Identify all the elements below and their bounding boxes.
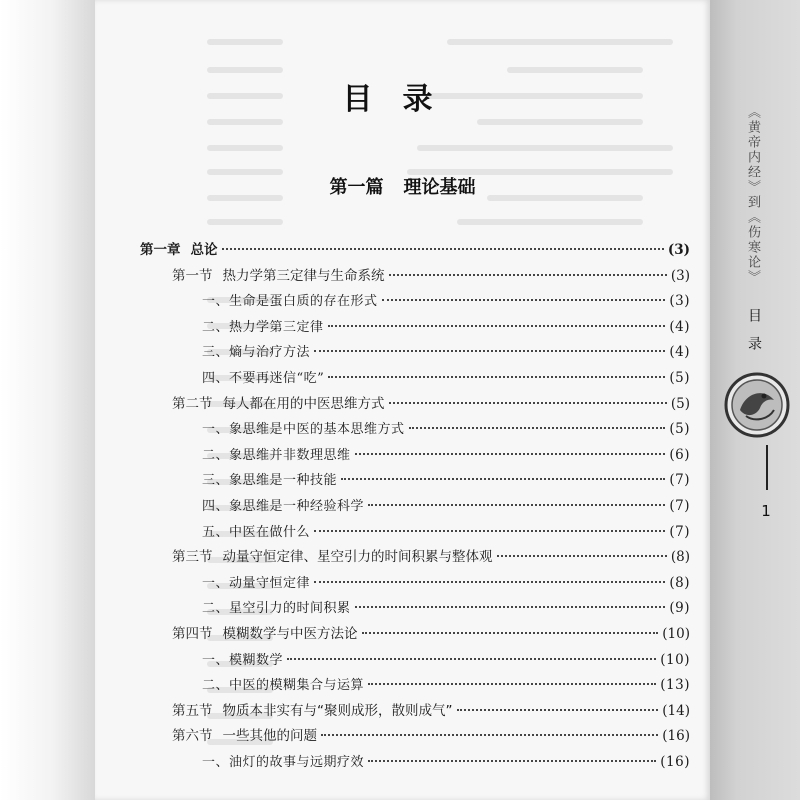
entry-page: (9) (669, 600, 690, 617)
entry-number: 第六节 (172, 728, 213, 745)
entry-title: 二、象思维并非数理思维 (202, 447, 351, 463)
toc-entry-item (140, 443, 690, 469)
toc-entry-section (140, 545, 690, 571)
toc-entry-item (140, 366, 690, 392)
dot-leader (222, 248, 664, 250)
toc-entry-item (140, 417, 690, 443)
toc-entry-item (140, 468, 690, 494)
entry-label (202, 673, 364, 699)
entry-label (140, 238, 218, 264)
entry-label (202, 340, 310, 366)
entry-title: 一、生命是蛋白质的存在形式 (202, 294, 378, 310)
entry-page: (5) (669, 369, 690, 386)
toc-title: 目录 (342, 82, 463, 117)
dot-leader (355, 453, 666, 455)
entry-title: 四、不要再迷信“吃” (202, 370, 325, 386)
entry-label (202, 366, 324, 392)
entry-label (172, 264, 385, 290)
dot-leader (328, 325, 666, 327)
entry-title: 一、模糊数学 (202, 652, 284, 668)
toc-entry-item (140, 520, 690, 546)
entry-page: (5) (670, 395, 690, 412)
entry-title: 一、动量守恒定律 (202, 575, 311, 591)
entry-label (202, 648, 283, 674)
entry-page: (7) (669, 497, 690, 514)
entry-title: 二、星空引力的时间积累 (202, 601, 351, 617)
entry-number: 第三节 (172, 549, 213, 566)
dot-leader (497, 555, 667, 557)
page-number: 1 (761, 502, 771, 520)
running-section-label: 目录 (746, 308, 762, 364)
entry-number: 第一节 (172, 267, 213, 284)
dot-leader (314, 530, 665, 532)
entry-page: (8) (670, 549, 690, 566)
dot-leader (409, 427, 666, 429)
entry-title: 物质本非实有与“聚则成形，散则成气” (222, 702, 453, 719)
entry-title: 三、象思维是一种技能 (202, 473, 338, 489)
part-heading (95, 173, 710, 199)
entry-label (172, 724, 317, 750)
side-divider (766, 445, 768, 490)
entry-title: 动量守恒定律、星空引力的时间积累与整体观 (222, 549, 493, 566)
toc-page (95, 0, 710, 800)
toc-entry-section (140, 264, 690, 290)
entry-number: 第五节 (172, 702, 213, 719)
entry-page: (5) (669, 421, 690, 438)
toc-entry-item (140, 494, 690, 520)
toc-entry-section (140, 392, 690, 418)
entry-page: (13) (660, 677, 690, 694)
dot-leader (287, 658, 656, 660)
entry-number: 第四节 (172, 625, 213, 642)
part-number: 第一篇 (329, 177, 384, 198)
dot-leader (368, 504, 665, 506)
entry-page: (6) (669, 446, 690, 463)
dot-leader (314, 350, 665, 352)
entry-number: 第一章 (140, 242, 181, 258)
entry-label (202, 315, 324, 341)
toc-entry-item (140, 571, 690, 597)
dot-leader (389, 274, 667, 276)
entry-page: (16) (662, 728, 690, 745)
entry-title: 一、油灯的故事与远期疗效 (202, 754, 365, 770)
toc-entry-section (140, 622, 690, 648)
entry-page: (14) (662, 702, 690, 719)
dot-leader (368, 683, 656, 685)
dot-leader (362, 632, 659, 634)
entry-label (202, 596, 351, 622)
entry-page: (8) (669, 574, 690, 591)
dot-leader (382, 299, 666, 301)
entry-page: (3) (667, 242, 690, 258)
entry-title: 四、象思维是一种经验科学 (202, 498, 365, 514)
entry-title: 二、热力学第三定律 (202, 319, 324, 335)
entry-page: (7) (669, 472, 690, 489)
page-gutter (0, 0, 95, 800)
entry-label (172, 622, 358, 648)
seal-ornament-icon (724, 372, 790, 438)
toc-entry-section (140, 724, 690, 750)
toc-entry-item (140, 596, 690, 622)
entry-label (172, 392, 385, 418)
entry-title: 五、中医在做什么 (202, 524, 311, 540)
entry-title: 热力学第三定律与生命系统 (222, 267, 385, 284)
entry-title: 一些其他的问题 (222, 728, 317, 745)
entry-page: (3) (670, 267, 690, 284)
entry-label (172, 699, 453, 725)
entry-title: 三、熵与治疗方法 (202, 345, 311, 361)
entry-label (202, 520, 310, 546)
toc-entry-item (140, 315, 690, 341)
entry-label (202, 494, 364, 520)
dot-leader (314, 581, 665, 583)
entry-label (202, 468, 337, 494)
entry-title: 二、中医的模糊集合与运算 (202, 678, 365, 694)
dot-leader (341, 478, 665, 480)
running-book-title: 《黄帝内经》到《伤寒论》 (745, 105, 760, 285)
entry-page: (10) (662, 625, 690, 642)
dot-leader (328, 376, 665, 378)
entry-page: (4) (669, 344, 690, 361)
dot-leader (321, 734, 658, 736)
entry-label (202, 750, 364, 776)
part-title: 理论基础 (403, 177, 476, 198)
entry-number: 第二节 (172, 395, 213, 412)
entry-label (172, 545, 493, 571)
dot-leader (389, 402, 667, 404)
entry-label (202, 289, 378, 315)
entry-label (202, 443, 351, 469)
toc-entry-item (140, 340, 690, 366)
entry-title: 模糊数学与中医方法论 (222, 625, 358, 642)
entry-title: 总论 (190, 242, 218, 258)
entry-page: (10) (660, 651, 690, 668)
toc-entries (140, 238, 690, 775)
dot-leader (355, 606, 666, 608)
toc-entry-item (140, 673, 690, 699)
entry-title: 一、象思维是中医的基本思维方式 (202, 422, 405, 438)
entry-page: (4) (669, 318, 690, 335)
entry-label (202, 571, 310, 597)
entry-page: (7) (669, 523, 690, 540)
dot-leader (368, 760, 656, 762)
entry-page: (16) (660, 753, 690, 770)
toc-entry-item (140, 750, 690, 776)
toc-entry-section (140, 699, 690, 725)
toc-entry-item (140, 648, 690, 674)
toc-entry-item (140, 289, 690, 315)
toc-entry-chapter (140, 238, 690, 264)
dot-leader (457, 709, 659, 711)
entry-title: 每人都在用的中医思维方式 (222, 395, 385, 412)
entry-page: (3) (669, 293, 690, 310)
entry-label (202, 417, 405, 443)
